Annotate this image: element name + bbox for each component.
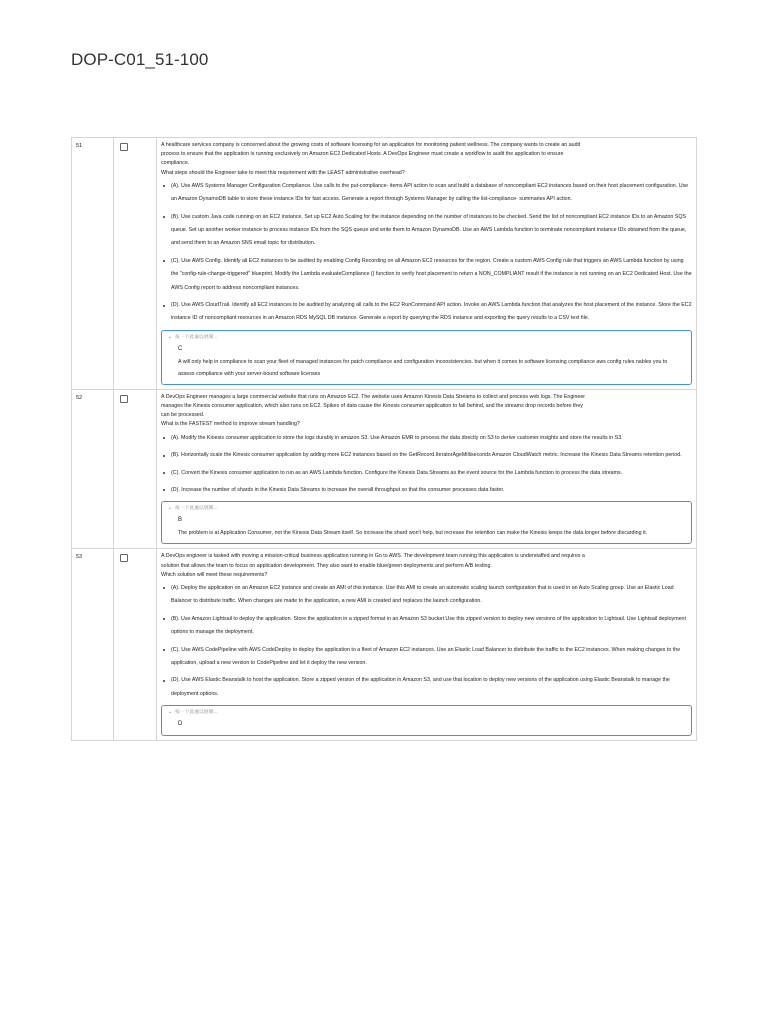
option-item: (B). Use Amazon Lightsail to deploy the application. Store the application in a zipped format in an Amazon S3 bucket Use this zipped version to deploy new versions of the application to Lightsail. Use Lightsail deployment options to manage the deployment. <box>171 613 692 640</box>
answer-letter: D <box>178 721 183 728</box>
option-item: (D). Use AWS CloudTrail. Identify all EC2 instances to be audited by analyzing all calls to the EC2 RunCommand API action. Invoke an AWS Lambda function that analyzes the host placement of the instance. Store the EC2 instance ID of noncompliant resources in an Amazon RDS MySQL DB instance. Generate a report by querying the RDS instance and exporting the query results to a CSV text file. <box>171 299 692 326</box>
option-item: (C). Convert the Kinesis consumer application to run as an AWS Lambda function. Configure the Kinesis Data Streams as the event source for the Lambda function to process the data streams. <box>171 467 692 480</box>
table-row <box>72 549 697 741</box>
question-stem-line: A DevOps Engineer manages a large commercial website that runs on Amazon EC2. The website uses Amazon Kinesis Data Streams to collect and process web logs. The Engineer <box>161 393 586 400</box>
toggle-label: 按一下此處以展開... <box>175 506 218 512</box>
question-number: 52 <box>72 389 114 548</box>
option-item: (B). Use custom Java code running on an EC2 instance. Set up EC2 Auto Scaling for the instance depending on the number of instances to be checked. Send the list of noncompliant EC2 instance IDs to an Amazon SQS queue. Set up another worker instance to process instance IDs from the SQS queue and write them to Amazon DynamoDB. Use an AWS Lambda function to terminate noncompliant instance IDs obtained from the queue, and send them to an Amazon SNS email topic for distribution. <box>171 211 692 251</box>
question-body <box>157 549 697 741</box>
answer-panel <box>161 501 692 544</box>
answer-panel <box>161 330 692 385</box>
option-item: (D). Increase the number of shards in the Kinesis Data Streams to increase the overall throughput so that the consumer processes data faster. <box>171 484 692 497</box>
option-item: (C). Use AWS CodePipeline with AWS CodeDeploy to deploy the application to a fleet of Amazon EC2 instances. Use an Elastic Load Balancer to distribute the traffic to the EC2 instances. When making changes to the application, upload a new version to CodePipeline and let it deploy the new version. <box>171 644 692 671</box>
page-title: DOP-C01_51-100 <box>71 50 209 69</box>
answer-explanation: The problem is at Application Consumer, not the Kinesis Data Stream itself. So increase the shard won't help, but increase the retention can make the Kinesis keeps the data longer before discarding it. <box>178 530 648 537</box>
question-checkbox[interactable] <box>120 143 128 151</box>
answer-letter: C <box>178 345 183 352</box>
options-list <box>161 180 692 326</box>
question-checkbox[interactable] <box>120 395 128 403</box>
answer-expand-toggle[interactable] <box>168 333 685 342</box>
answer-panel <box>161 705 692 736</box>
chevron-down-icon: ⌄ <box>168 334 173 340</box>
answer-letter: B <box>178 517 183 524</box>
question-stem-line: can be processed. <box>161 412 205 419</box>
table-row <box>72 389 697 548</box>
question-checkbox-cell <box>114 138 157 390</box>
chevron-down-icon: ⌄ <box>168 710 173 716</box>
question-stem-line: manages the Kinesis consumer application, which also runs on EC2. Spikes of data cause the Kinesis consumer application to fall behind, and the streams drop records before they <box>161 403 583 410</box>
chevron-down-icon: ⌄ <box>168 506 173 512</box>
option-item: (D). Use AWS Elastic Beanstalk to host the application. Store a zipped version of the application in Amazon S3, and use that location to deploy new versions of the application using Elastic Beanstalk to manage the deployment options. <box>171 674 692 701</box>
options-list <box>161 582 692 701</box>
question-stem-line: Which solution will meet these requirements? <box>161 571 268 578</box>
questions-table <box>71 137 697 741</box>
answer-explanation: A will only help in compliance to scan your fleet of managed instances for patch compliance and configuration inconsistencies. but when it comes to software licensing compliance aws config rules nables you to assess compliance with your server-bound software licenses <box>178 358 668 377</box>
question-checkbox[interactable] <box>120 554 128 562</box>
answer-expand-toggle[interactable] <box>168 504 685 513</box>
question-body <box>157 389 697 548</box>
question-stem-line: A DevOps engineer is tasked with moving a mission-critical business application running in Go to AWS. The development team running this application is understaffed and requires a <box>161 553 585 560</box>
question-stem-line: compliance. <box>161 160 190 167</box>
table-row <box>72 138 697 390</box>
question-number: 53 <box>72 549 114 741</box>
question-stem-line: A healthcare services company is concerned about the growing costs of software licensing for an application for monitoring patient wellness. The company wants to create an audit <box>161 142 581 148</box>
question-number: 51 <box>72 138 114 390</box>
answer-expand-toggle[interactable] <box>168 708 685 717</box>
option-item: (A). Modify the Kinesis consumer application to store the logs durably in amazon S3. Use Amazon EMR to process the data directly on S3 to derive customer insights and store the results in S3. <box>171 432 692 445</box>
question-stem-line: What steps should the Engineer take to meet this requirement with the LEAST administrative overhead? <box>161 169 405 176</box>
toggle-label: 按一下此處以展開... <box>175 334 218 340</box>
question-stem-line: process to ensure that the application is running exclusively on Amazon EC2 Dedicated Hosts. A DevOps Engineer must create a workflow to audit the application to ensure <box>161 151 564 158</box>
toggle-label: 按一下此處以展開... <box>175 710 218 716</box>
question-checkbox-cell <box>114 389 157 548</box>
option-item: (A). Deploy the application on an Amazon EC2 instance and create an AMI of this instance. Use this AMI to create an automatic scaling launch configuration that is used in an Auto Scaling group. Use an Elastic Load Balancer to distribute traffic. When changes are made to the application, a new AMI is created and replaces the launch configuration. <box>171 582 692 609</box>
option-item: (A). Use AWS Systems Manager Configuration Compliance. Use calls to the put-compliance- items API action to scan and build a database of noncompliant EC2 instances based on their host placement configuration. Use an Amazon DynamoDB table to store these instance IDs for fast access. Generate a report through Systems Manager by calling the list-compliance- summaries API action. <box>171 180 692 207</box>
question-checkbox-cell <box>114 549 157 741</box>
question-body <box>157 138 697 390</box>
question-stem-line: What is the FASTEST method to improve stream handling? <box>161 421 300 428</box>
options-list <box>161 432 692 498</box>
question-stem-line: solution that allows the team to focus on application development. They also want to enable blue/green deployments and perform A/B testing. <box>161 562 492 569</box>
option-item: (B). Horizontally scale the Kinesis consumer application by adding more EC2 instances based on the GetRecord.IteratorAgeMilliseconds Amazon CloudWatch metric. Increase the Kinesis Data Streams retention period. <box>171 449 692 462</box>
option-item: (C). Use AWS Config. Identify all EC2 instances to be audited by enabling Config Recording on all Amazon EC2 resources for the region. Create a custom AWS Config rule that triggers an AWS Lambda function by using the "config-rule-change-triggered" blueprint. Modify the Lambda evaluateCompliance () function to verify host placement to return a NON_COMPLIANT result if the instance is not running on an EC2 Dedicated Host. Use the AWS Config report to address noncompliant instances. <box>171 255 692 295</box>
